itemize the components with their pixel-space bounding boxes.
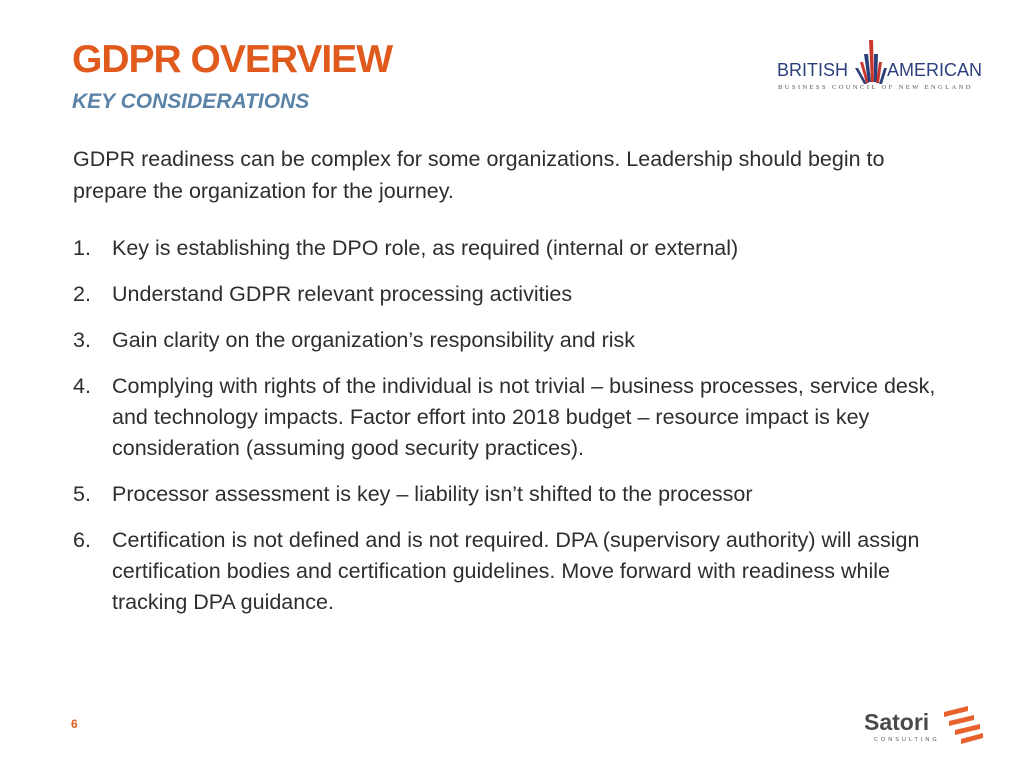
logo-tagline: BUSINESS COUNCIL OF NEW ENGLAND xyxy=(778,84,973,91)
logo-word-satori: Satori xyxy=(864,709,930,735)
slide-title: GDPR OVERVIEW xyxy=(72,38,393,81)
list-item-number: 2. xyxy=(73,282,91,306)
list-item xyxy=(73,325,953,356)
list-item-text: Processor assessment is key – liability isn’t shifted to the processor xyxy=(112,482,753,506)
list-item-number: 5. xyxy=(73,482,91,506)
list-item-text: Gain clarity on the organization’s responsibility and risk xyxy=(112,328,636,352)
list-item-number: 4. xyxy=(73,374,91,398)
logo-word-american: AMERICAN xyxy=(887,60,983,80)
list-item xyxy=(73,525,953,618)
list-item-number: 1. xyxy=(73,236,91,260)
list-item-text: Complying with rights of the individual is not trivial – business processes, service desk, and technology impacts. Factor effort into 2018 budget – resource impact is key consideration (assuming good security practices). xyxy=(112,374,936,460)
chevron-emblem-icon xyxy=(855,40,887,84)
list-item-text: Key is establishing the DPO role, as required (internal or external) xyxy=(112,236,739,260)
list-item xyxy=(73,479,953,510)
stacked-bars-emblem-icon xyxy=(944,706,983,744)
list-item xyxy=(73,279,953,310)
list-item-text: Understand GDPR relevant processing activities xyxy=(112,282,573,306)
page-number: 6 xyxy=(71,717,78,731)
british-american-business-council-logo xyxy=(776,38,996,94)
logo-word-british: BRITISH xyxy=(777,60,849,80)
slide-subtitle: KEY CONSIDERATIONS xyxy=(72,90,310,113)
list-item-number: 6. xyxy=(73,528,91,552)
considerations-list xyxy=(73,233,953,633)
list-item xyxy=(73,371,953,464)
list-item xyxy=(73,233,953,264)
list-item-number: 3. xyxy=(73,328,91,352)
logo-word-consulting: CONSULTING xyxy=(874,737,940,743)
intro-paragraph: GDPR readiness can be complex for some organizations. Leadership should begin to prepare the organization for the journey. xyxy=(73,147,885,203)
list-item-text: Certification is not defined and is not required. DPA (supervisory authority) will assign certification bodies and certification guidelines. Move forward with readiness while tracking DPA guidance. xyxy=(112,528,920,614)
satori-consulting-logo xyxy=(862,704,986,752)
